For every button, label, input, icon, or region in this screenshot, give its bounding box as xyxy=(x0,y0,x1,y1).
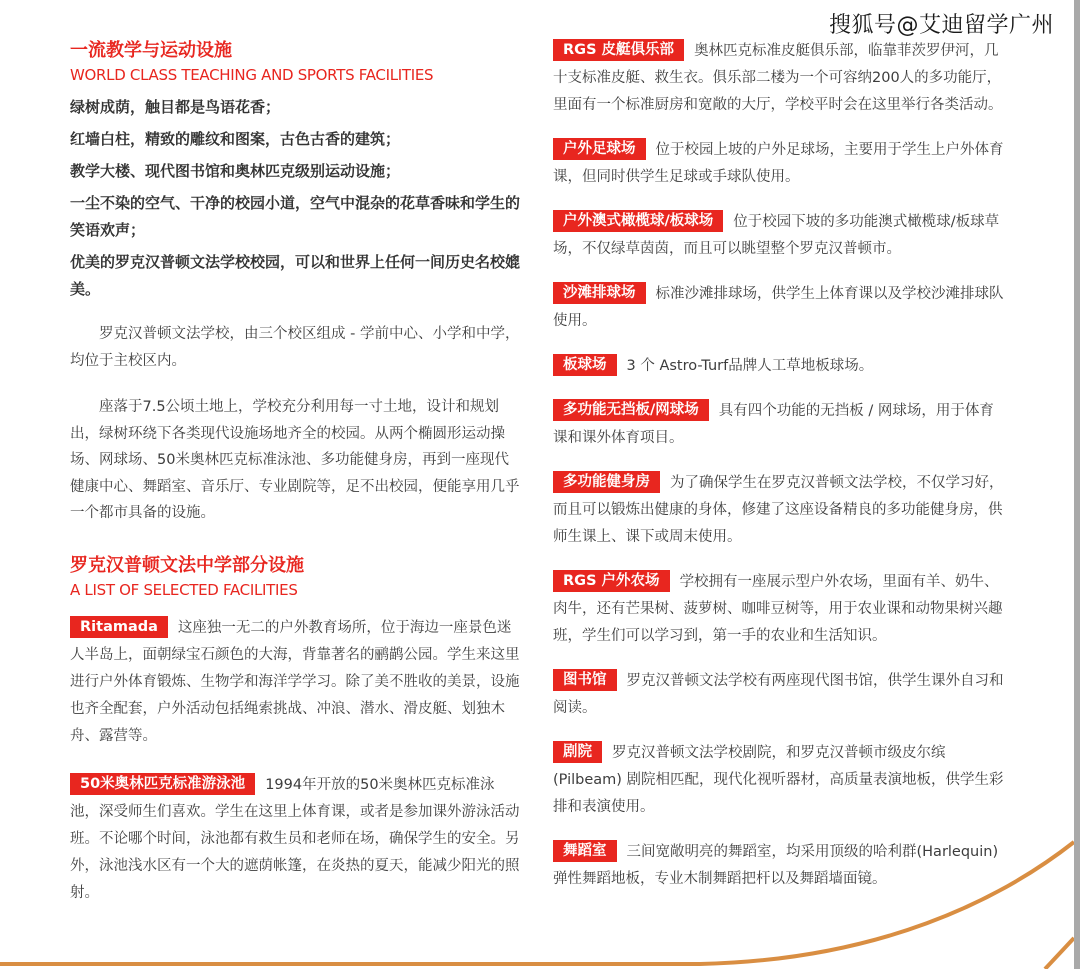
facility-tag: 图书馆 xyxy=(553,669,617,691)
left-column xyxy=(70,38,520,907)
facility-item xyxy=(553,740,1008,821)
facility-text: 标准沙滩排球场，供学生上体育课以及学校沙滩排球队使用。 xyxy=(553,286,1004,329)
facility-item xyxy=(553,839,1008,893)
facility-item xyxy=(553,470,1008,551)
facility-text: 3 个 Astro-Turf品牌人工草地板球场。 xyxy=(626,358,874,374)
facility-tag: 户外足球场 xyxy=(553,138,646,160)
facility-tag: 多功能无挡板/网球场 xyxy=(553,399,709,421)
facility-text: 位于校园上坡的户外足球场，主要用于学生上户外体育课，但同时供学生足球或手球队使用。 xyxy=(553,142,1004,185)
facility-text: 罗克汉普顿文法学校有两座现代图书馆，供学生课外自习和阅读。 xyxy=(553,673,1004,716)
highlight-line: 绿树成荫，触目都是鸟语花香； xyxy=(70,98,281,116)
facility-item xyxy=(70,772,520,907)
facility-item xyxy=(553,353,1008,380)
facility-text: 位于校园下坡的多功能澳式橄榄球/板球草场，不仅绿草茵茵，而且可以眺望整个罗克汉普顿市。 xyxy=(553,214,1000,257)
section-title-cn: 一流教学与运动设施 xyxy=(70,40,232,61)
intro-paragraph: 罗克汉普顿文法学校，由三个校区组成 - 学前中心、小学和中学，均位于主校区内。 xyxy=(70,326,520,369)
highlight-line: 教学大楼、现代图书馆和奥林匹克级别运动设施； xyxy=(70,162,401,180)
facility-tag: RGS 皮艇俱乐部 xyxy=(553,39,684,61)
facility-item xyxy=(553,398,1008,452)
section-title-cn: 罗克汉普顿文法中学部分设施 xyxy=(70,554,304,576)
facility-tag: 舞蹈室 xyxy=(553,840,617,862)
highlight-line: 红墙白柱，精致的雕纹和图案，古色古香的建筑； xyxy=(70,130,401,148)
facility-text: 三间宽敞明亮的舞蹈室，均采用顶级的哈利群(Harlequin)弹性舞蹈地板，专业木制舞蹈把杆以及舞蹈墙面镜。 xyxy=(553,844,999,887)
facility-item xyxy=(553,668,1008,722)
facility-text: 奥林匹克标准皮艇俱乐部，临靠菲茨罗伊河，几十支标准皮艇、救生衣。俱乐部二楼为一个可容纳200人的多功能厅，里面有一个标准厨房和宽敞的大厅，学校平时会在这里举行各类活动。 xyxy=(553,43,1003,113)
facility-tag: 多功能健身房 xyxy=(553,471,660,493)
watermark: 搜狐号@艾迪留学广州 xyxy=(828,13,1054,38)
facility-text: 学校拥有一座展示型户外农场，里面有羊、奶牛、肉牛，还有芒果树、菠萝树、咖啡豆树等，用于农业课和动物果树兴趣班，学生们可以学习到，第一手的农业和生活知识。 xyxy=(553,574,1003,644)
facility-text: 罗克汉普顿文法学校剧院，和罗克汉普顿市级皮尔缤 (Pilbeam) 剧院相匹配，现代化视听器材，高质量表演地板，供学生彩排和表演使用。 xyxy=(553,745,1004,815)
highlight-line: 一尘不染的空气、干净的校园小道，空气中混杂的花草香味和学生的笑语欢声； xyxy=(70,194,521,239)
facility-item xyxy=(553,569,1008,650)
facility-tag: 板球场 xyxy=(553,354,617,376)
facility-tag: 户外澳式橄榄球/板球场 xyxy=(553,210,723,232)
page-edge xyxy=(1074,0,1080,969)
facility-tag: 沙滩排球场 xyxy=(553,282,646,304)
facility-text: 为了确保学生在罗克汉普顿文法学校，不仅学习好，而且可以锻炼出健康的身体，修建了这座设备精良的多功能健身房，供师生课上、课下或周末使用。 xyxy=(553,475,1004,545)
intro-paragraph: 座落于7.5公顷土地上，学校充分利用每一寸土地，设计和规划出，绿树环绕下各类现代设施场地齐全的校园。从两个椭圆形运动操场、网球场、50米奥林匹克标准泳池、多功能健身房，再到一座现代健康中心、舞蹈室、音乐厅、专业剧院等，足不出校园，便能享用几乎一个都市具备的设施。 xyxy=(70,399,520,521)
facility-text: 这座独一无二的户外教育场所，位于海边一座景色迷人半岛上，面朝绿宝石颜色的大海，背靠著名的鹂鹋公园。学生来这里进行户外体育锻炼、生物学和海洋学学习。除了美不胜收的美景，设施也齐全配套，户外活动包括绳索挑战、冲浪、潜水、滑皮艇、划独木舟、露营等。 xyxy=(70,619,520,744)
facility-text: 具有四个功能的无挡板 / 网球场，用于体育课和课外体育项目。 xyxy=(553,403,994,446)
facility-item xyxy=(553,137,1008,191)
facility-tag: 剧院 xyxy=(553,741,602,763)
facility-item xyxy=(70,615,520,750)
facility-tag: 50米奥林匹克标准游泳池 xyxy=(70,773,255,795)
facility-tag: Ritamada xyxy=(70,616,168,638)
highlight-line: 优美的罗克汉普顿文法学校校园，可以和世界上任何一间历史名校媲美。 xyxy=(70,253,521,298)
facility-tag: RGS 户外农场 xyxy=(553,570,670,592)
facility-item xyxy=(553,209,1008,263)
section-title-en: A LIST OF SELECTED FACILITIES xyxy=(70,580,298,599)
right-column xyxy=(553,38,1008,893)
facility-text: 1994年开放的50米奥林匹克标准泳池，深受师生们喜欢。学生在这里上体育课，或者是参加课外游泳活动班。不论哪个时间，泳池都有救生员和老师在场，确保学生的安全。另外，泳池浅水区有一个大的遮荫帐篷，在炎热的夏天，能减少阳光的照射。 xyxy=(70,776,520,901)
facility-item xyxy=(553,38,1008,119)
facility-item xyxy=(553,281,1008,335)
section-title-en: WORLD CLASS TEACHING AND SPORTS FACILITIES xyxy=(70,66,434,84)
